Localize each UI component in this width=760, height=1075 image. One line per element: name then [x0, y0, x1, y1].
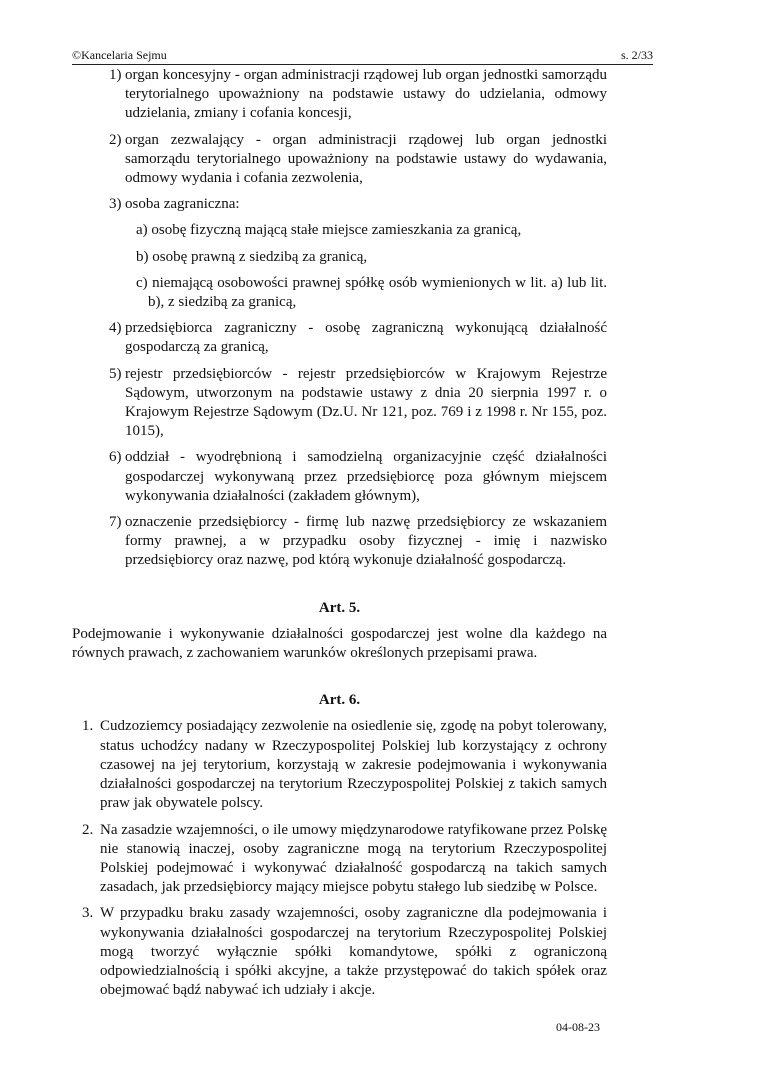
item-text: przedsiębiorca zagraniczny - osobę zagraniczną wykonującą działalność gospodarczą za granicą,	[125, 320, 607, 356]
definition-item	[72, 131, 607, 189]
definition-item	[72, 66, 607, 124]
sub-item	[136, 221, 607, 240]
paragraph-text: Cudzoziemcy posiadający zezwolenie na osiedlenie się, zgodę na pobyt tolerowany, status uchodźcy nadany w Rzeczypospolitej Polskiej lub korzystający z ochrony czasowej na jej terytorium, korzystają w zakresie podejmowania i wykonywania działalności gospodarczej na terytorium Rzeczypospolitej Polskiej z takich samych praw jak obywatele polscy.	[100, 718, 607, 812]
paragraph-text: Na zasadzie wzajemności, o ile umowy międzynarodowe ratyfikowane przez Polskę nie stanowią inaczej, osoby zagraniczne mogą na terytorium Rzeczypospolitej Polskiej podejmować i wykonywać działalność gospodarczą na takich samych zasadach, jak przedsiębiorcy mający miejsce pobytu stałego lub siedzibę w Polsce.	[100, 821, 607, 896]
item-number: 3)	[109, 196, 122, 213]
definition-item	[72, 195, 607, 214]
item-number: 4)	[109, 320, 122, 337]
item-number: 6)	[109, 449, 122, 466]
item-text: rejestr przedsiębiorców - rejestr przedsiębiorców w Krajowym Rejestrze Sądowym, utworzonym na podstawie ustawy z dnia 20 sierpnia 1997 r. o Krajowym Rejestrze Sądowym (Dz.U. Nr 121, poz. 769 i z 1998 r. Nr 155, poz. 1015),	[125, 365, 607, 440]
sub-item-number: a)	[136, 222, 148, 239]
page-header	[72, 46, 653, 65]
article-paragraph	[72, 904, 607, 1000]
item-number: 2)	[109, 131, 122, 148]
sub-item-number: c)	[136, 274, 148, 291]
item-text: oddział - wyodrębnioną i samodzielną organizacyjnie część działalności gospodarczej wykonywaną przez przedsiębiorcę poza głównym miejscem wykonywania działalności (zakładem głównym),	[125, 449, 607, 504]
document-body	[72, 66, 607, 1000]
article-paragraph	[72, 821, 607, 898]
item-number: 1)	[109, 67, 122, 83]
footer-date: 04-08-23	[556, 1020, 600, 1034]
item-text: organ koncesyjny - organ administracji rządowej lub organ jednostki samorządu terytorialnego upoważniony na podstawie ustawy do udzielania, odmowy udzielania, zmiany i cofania koncesji,	[125, 67, 607, 122]
sub-item	[136, 274, 607, 312]
item-text: organ zezwalający - organ administracji rządowej lub organ jednostki samorządu terytorialnego upoważniony na podstawie ustawy do wydawania, odmowy wydania i cofania zezwolenia,	[125, 131, 607, 187]
article-heading: Art. 6.	[318, 692, 361, 709]
definition-item	[72, 365, 607, 442]
article-paragraph	[72, 717, 607, 813]
definition-item	[72, 319, 607, 357]
paragraph-text: W przypadku braku zasady wzajemności, osoby zagraniczne dla podejmowania i wykonywania działalności gospodarczej na terytorium Rzeczypospolitej Polskiej mogą tworzyć wyłącznie spółki komandytowe, spółki z ograniczoną odpowiedzialnością i spółki akcyjne, a także przystępować do takich spółek oraz obejmować bądź nabywać ich udziały i akcje.	[100, 905, 607, 999]
item-number: 7)	[109, 514, 122, 531]
item-text: oznaczenie przedsiębiorcy - firmę lub nazwę przedsiębiorcy ze wskazaniem formy prawnej, a w przypadku osoby fizycznej - imię i nazwisko przedsiębiorcy oraz nazwę, pod którą wykonuje działalność gospodarczą.	[125, 514, 607, 569]
item-number: 5)	[109, 365, 122, 382]
paragraph-number: 1.	[82, 718, 94, 735]
sub-item-number: b)	[136, 248, 149, 265]
sub-item-text: niemającą osobowości prawnej spółkę osób wymienionych w lit. a) lub lit. b), z siedzibą za granicą,	[148, 274, 607, 311]
sub-item-text: osobę fizyczną mającą stałe miejsce zamieszkania za granicą,	[151, 222, 522, 239]
item-text: osoba zagraniczna:	[125, 196, 240, 213]
sub-item	[136, 248, 607, 267]
paragraph-number: 2.	[82, 821, 94, 838]
page-number: s. 2/33	[620, 48, 653, 62]
sub-item-text: osobę prawną z siedzibą za granicą,	[152, 248, 368, 265]
definition-item	[72, 448, 607, 506]
definition-item	[72, 513, 607, 571]
article-heading: Art. 5.	[318, 599, 361, 616]
article-text: Podejmowanie i wykonywanie działalności gospodarczej jest wolne dla każdego na równych prawach, z zachowaniem warunków określonych przepisami prawa.	[72, 625, 607, 662]
publisher-label: ©Kancelaria Sejmu	[72, 48, 167, 62]
paragraph-number: 3.	[82, 905, 94, 922]
